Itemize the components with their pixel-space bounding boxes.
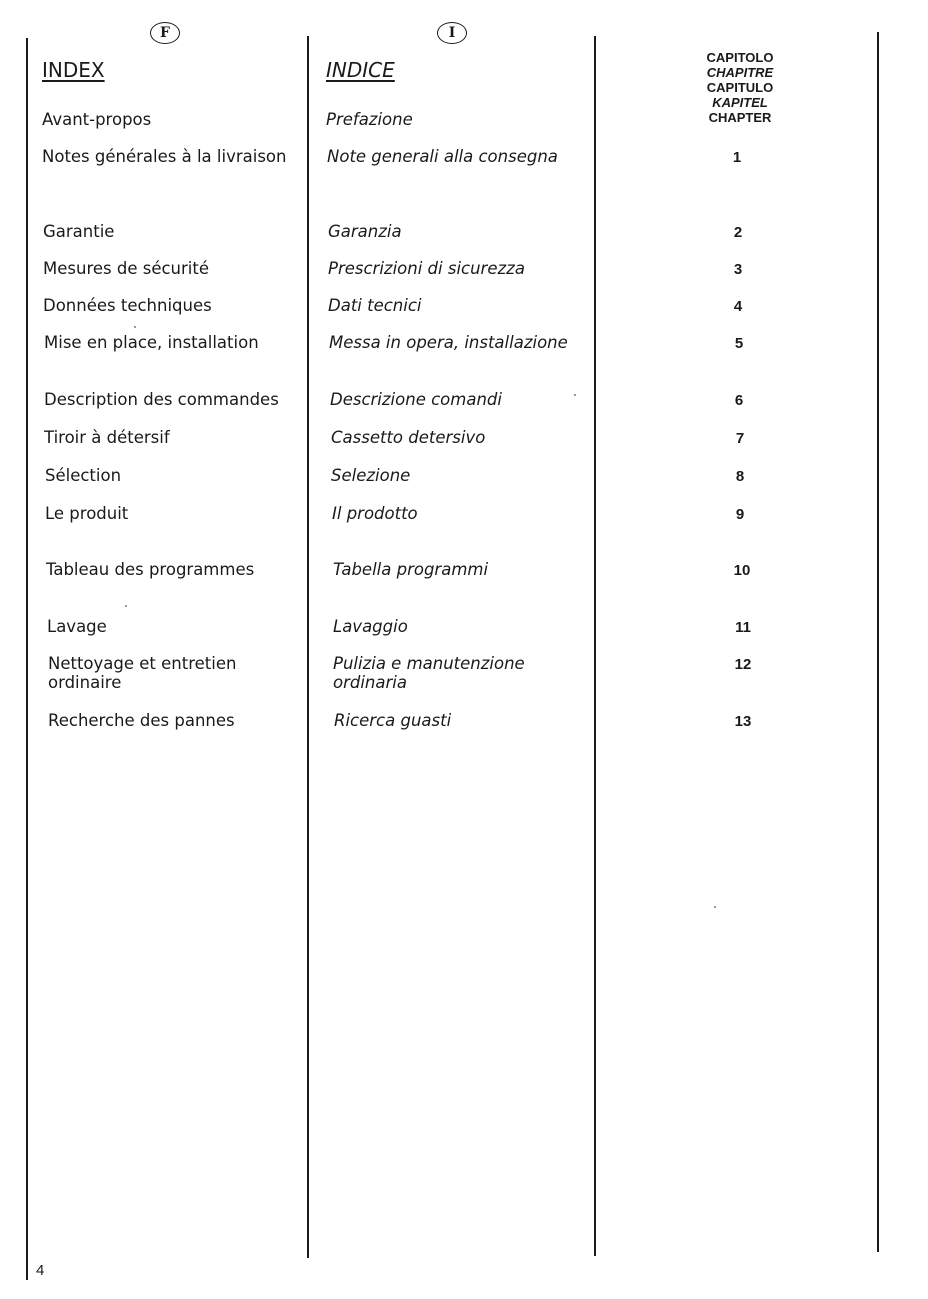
index-entry-it: Messa in opera, installazione bbox=[329, 333, 568, 352]
column-rule-middle bbox=[307, 36, 309, 1258]
index-entry-fr: Données techniques bbox=[43, 296, 212, 315]
chapter-number: 12 bbox=[734, 656, 752, 673]
index-entry-it: Pulizia e manutenzione ordinaria bbox=[333, 654, 525, 692]
index-entry-it: Descrizione comandi bbox=[330, 390, 502, 409]
index-entry-it: Tabella programmi bbox=[333, 560, 489, 579]
index-entry-fr: Sélection bbox=[45, 466, 122, 485]
chapter-header-es: CAPITULO bbox=[706, 80, 774, 95]
index-entry-fr: Recherche des pannes bbox=[48, 711, 235, 730]
chapter-number: 8 bbox=[735, 468, 745, 485]
chapter-number: 10 bbox=[733, 562, 751, 579]
column-rule-right bbox=[594, 36, 596, 1256]
chapter-column-header bbox=[690, 50, 790, 125]
scan-speck bbox=[134, 326, 136, 328]
index-entry-it: Garanzia bbox=[328, 222, 402, 241]
index-entry-fr: Nettoyage et entretien ordinaire bbox=[48, 654, 237, 692]
index-entry-fr: Avant-propos bbox=[42, 110, 152, 129]
chapter-number: 9 bbox=[735, 506, 745, 523]
index-entry-it: Ricerca guasti bbox=[334, 711, 452, 730]
index-entry-it: Lavaggio bbox=[333, 617, 408, 636]
index-entry-it: Il prodotto bbox=[332, 504, 418, 523]
scan-speck bbox=[714, 906, 716, 908]
index-entry-fr: Description des commandes bbox=[44, 390, 279, 409]
index-entry-fr: Tableau des programmes bbox=[46, 560, 255, 579]
index-entry-fr: Garantie bbox=[43, 222, 115, 241]
chapter-header-fr: CHAPITRE bbox=[706, 65, 774, 80]
index-entry-it: Prefazione bbox=[326, 110, 413, 129]
french-index-heading: INDEX bbox=[42, 58, 105, 82]
index-entry-it: Prescrizioni di sicurezza bbox=[328, 259, 525, 278]
italian-index-heading: INDICE bbox=[326, 58, 395, 82]
index-entry-fr: Notes générales à la livraison bbox=[42, 147, 287, 166]
french-language-badge: F bbox=[150, 22, 180, 44]
chapter-number: 5 bbox=[734, 335, 744, 352]
index-entry-it: Selezione bbox=[331, 466, 411, 485]
chapter-number: 6 bbox=[734, 392, 744, 409]
chapter-header-en: CHAPTER bbox=[708, 110, 772, 125]
chapter-header-de: KAPITEL bbox=[712, 95, 768, 110]
page-number: 4 bbox=[36, 1262, 45, 1279]
chapter-number: 1 bbox=[732, 149, 742, 166]
chapter-number: 4 bbox=[733, 298, 743, 315]
index-entry-it: Cassetto detersivo bbox=[331, 428, 486, 447]
chapter-number: 11 bbox=[735, 619, 751, 636]
italian-language-badge: I bbox=[437, 22, 467, 44]
chapter-number: 13 bbox=[734, 713, 752, 730]
index-entry-it: Dati tecnici bbox=[328, 296, 422, 315]
chapter-number: 3 bbox=[733, 261, 743, 278]
scan-speck bbox=[574, 394, 576, 396]
index-entry-it: Note generali alla consegna bbox=[327, 147, 558, 166]
index-entry-fr: Mise en place, installation bbox=[44, 333, 259, 352]
column-rule-far-right bbox=[877, 32, 879, 1252]
index-entry-fr: Le produit bbox=[45, 504, 129, 523]
scan-speck bbox=[125, 605, 127, 607]
column-rule-left bbox=[26, 38, 28, 1280]
chapter-number: 2 bbox=[733, 224, 743, 241]
index-entry-fr: Lavage bbox=[47, 617, 107, 636]
chapter-number: 7 bbox=[735, 430, 745, 447]
index-entry-fr: Mesures de sécurité bbox=[43, 259, 209, 278]
chapter-header-it: CAPITOLO bbox=[706, 50, 774, 65]
index-entry-fr: Tiroir à détersif bbox=[44, 428, 170, 447]
